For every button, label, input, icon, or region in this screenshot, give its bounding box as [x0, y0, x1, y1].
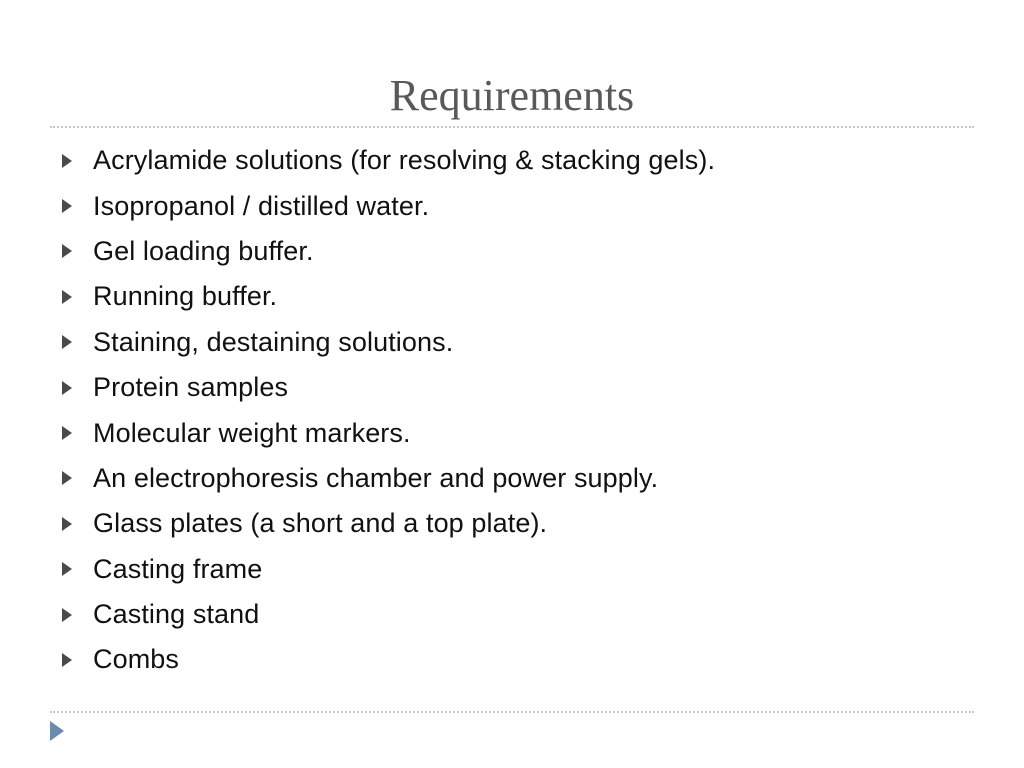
bullet-text: Glass plates (a short and a top plate).	[93, 508, 548, 539]
bullet-arrow-icon	[62, 335, 72, 349]
list-item	[62, 637, 715, 682]
bullet-text: Staining, destaining solutions.	[93, 326, 454, 357]
bullet-arrow-icon	[62, 562, 72, 576]
bullet-arrow-icon	[62, 608, 72, 622]
bullet-text: Molecular weight markers.	[93, 417, 411, 448]
list-item	[62, 365, 715, 410]
bullet-text: An electrophoresis chamber and power supply.	[93, 462, 659, 493]
bullet-arrow-icon	[62, 381, 72, 395]
list-item	[62, 547, 715, 592]
bullet-text: Acrylamide solutions (for resolving & stacking gels).	[93, 145, 716, 176]
bullet-text: Running buffer.	[93, 281, 278, 312]
bullet-text: Casting stand	[93, 599, 260, 630]
top-divider	[50, 126, 974, 128]
list-item	[62, 138, 715, 183]
bullet-arrow-icon	[62, 653, 72, 667]
list-item	[62, 501, 715, 546]
bullet-arrow-icon	[62, 471, 72, 485]
bullet-text: Casting frame	[93, 553, 263, 584]
list-item	[62, 183, 715, 228]
list-item	[62, 229, 715, 274]
list-item	[62, 410, 715, 455]
bottom-divider	[50, 711, 974, 713]
list-item	[62, 592, 715, 637]
bullet-arrow-icon	[62, 244, 72, 258]
bullet-arrow-icon	[62, 290, 72, 304]
bullet-arrow-icon	[62, 199, 72, 213]
bullet-text: Isopropanol / distilled water.	[93, 190, 430, 221]
bullet-arrow-icon	[62, 517, 72, 531]
bullet-arrow-icon	[62, 426, 72, 440]
bullet-list	[62, 138, 715, 683]
bullet-text: Gel loading buffer.	[93, 235, 314, 266]
slide-title: Requirements	[389, 71, 635, 120]
list-item	[62, 320, 715, 365]
corner-triangle-icon	[50, 721, 64, 741]
bullet-text: Combs	[93, 644, 180, 675]
bullet-arrow-icon	[62, 154, 72, 168]
bullet-text: Protein samples	[93, 372, 289, 403]
list-item	[62, 456, 715, 501]
list-item	[62, 274, 715, 319]
